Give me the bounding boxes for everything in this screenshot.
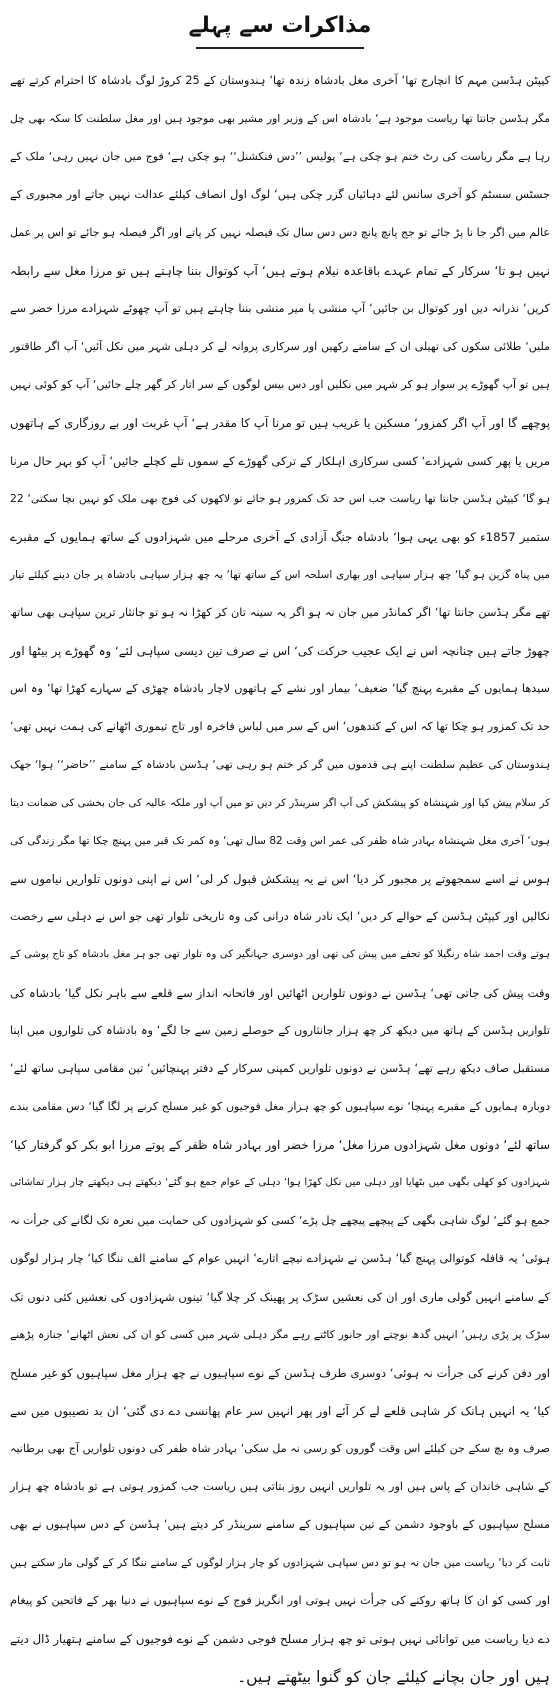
article-line: کریں‘ نذرانہ دیں اور کوتوال بن جائیں‘ آپ منشی یا میر منشی بننا چاہتے ہیں تو آپ چھوٹے شہزادے مرزا خضر سے: [10, 302, 550, 315]
article-line: مگر ہڈسن جانتا تھا ریاست موجود ہے‘ بادشاہ اس کے وزیر اور مشیر بھی موجود ہیں اور مغل سلطنت کا سکہ بھی چل: [10, 112, 550, 125]
article-line: ستمبر 1857ء کو بھی یہی ہوا‘ بادشاہ جنگ آزادی کے آخری مرحلے میں شہزادوں کے ساتھ ہمایوں کے مقبرے: [10, 530, 551, 544]
article-line: کر سلام پیش کیا اور شہنشاہ کو پیشکش کی آپ اگر سرینڈر کر دیں تو میں آپ اور ملکہ عالیہ کی جان بخشی کی ضمانت دیتا: [10, 797, 550, 809]
article-line: عالم میں اگر جا نا پڑ جائے تو جج پانچ پانچ دس دس سال تک فیصلہ نہیں کر پاتے اور اگر فیصلہ ہو جائے تو اس پر عمل: [10, 226, 550, 239]
article-body: [10, 62, 550, 1696]
article-line: ثابت کر دیا‘ ریاست میں جان نہ ہو تو دس سپاہی شہزادوں کو چار ہزار لوگوں کے سامنے ننگا کر کے گولی مار سکتے ہیں: [10, 1557, 550, 1569]
headline-underline: [196, 47, 364, 49]
article-line: کے شاہی خاندان کے پاس ہیں اور یہ تلواریں انہیں روز بتاتی ہیں ریاست جب کمزور ہوتی ہے تو بادشاہ چھ ہزار: [10, 1480, 550, 1493]
article-line: نکالیں اور کیپٹن ہڈسن کے حوالے کر دیں‘ ایک نادر شاہ درانی کی وہ تاریخی تلوار تھی جو اس نے دہلی سے رخصت: [10, 910, 550, 923]
article-line: کیپٹن ہڈسن مہم کا انچارج تھا‘ آخری مغل بادشاہ زندہ تھا‘ ہندوستان کے 25 کروڑ لوگ بادشاہ کا احترام کرتے تھے: [10, 74, 550, 87]
article-line: ہیں اور جان بچانے کیلئے جان کو گنوا بیٹھتے ہیں۔: [237, 1668, 550, 1686]
article-line: پوچھے گا اور آپ اگر کمزور‘ مسکین یا غریب ہیں تو مرنا آپ کا مقدر ہے‘ آپ غربت اور بے روزگاری کے ہاتھوں: [10, 416, 550, 430]
article-line: نہیں ہو تا‘ سرکار کے تمام عہدے باقاعدہ نیلام ہوتے ہیں‘ آپ کوتوال بننا چاہتے ہیں تو مرزا مغل سے رابطہ: [10, 264, 550, 278]
article-line: مسلح سپاہیوں کے باوجود دشمن کے تین سپاہیوں کے سامنے سرینڈر کر دیتے ہیں‘ ہڈسن کے دس سپاہیوں نے بھی: [10, 1518, 550, 1531]
article-line: ساتھ لئے‘ دونوں مغل شہزادوں مرزا مغل‘ مرزا خضر اور بہادر شاہ ظفر کے پوتے مرزا ابو بکر کو گرفتار کیا‘: [10, 1138, 550, 1152]
article-line: دے دیا ریاست میں توانائی نہیں ہوتی تو چھ ہزار مسلح فوجی دشمن کے نوے فوجیوں کے سامنے ہتھیار ڈال دیتے: [9, 1632, 550, 1646]
article-line: ہوئی‘ یہ قافلہ کوتوالی پہنچ گیا‘ ہڈسن نے شہزادے نیچے اتارے‘ انہیں عوام کے سامنے الف ننگا کیا‘ چار ہزار لوگوں: [10, 1252, 550, 1265]
article-line: وقت پیش کی جاتی تھی‘ ہڈسن نے دونوں تلواریں اٹھائیں اور فاتحانہ انداز سے قلعے سے باہر نکل گیا‘ بادشاہ کی: [10, 986, 550, 1000]
article-line: اور دفن کرنے کی جرأت نہ ہوئی‘ دوسری طرف ہڈسن کے نوے سپاہیوں نے چھ ہزار مغل سپاہیوں کو غیر مسلح: [10, 1366, 550, 1380]
article-line: شہزادوں کو کھلی بگھی میں بٹھایا اور دہلی میں نکل کھڑا ہوا‘ دہلی کے عوام جمع ہو گئے‘ دیکھتے ہی دیکھتے چار ہزار تماشائی: [10, 1177, 550, 1188]
article-line: اور کسی کو ان کا ہاتھ روکنے کی جرأت نہیں ہوتی اور انگریز فوج کے نوے سپاہیوں نے دنیا بھر کے فاتحین کو پیغام: [10, 1594, 550, 1607]
article-line: حد تک کمزور ہو چکا تھا کہ اس کے کندھوں‘ اس کے سر میں لباس فاخرہ اور تاج تیموری اٹھانے کی ہمت نہیں تھی‘: [10, 720, 550, 733]
article-headline: مذاکرات سے پہلے: [188, 13, 372, 38]
article-line: سڑک پر پڑی رہیں‘ انہیں گدھ نوچتے اور جانور کاٹتے رہے مگر دہلی شہر میں کسی کو ان کی نعش اٹھانے‘ جنازہ پڑھنے: [10, 1328, 550, 1341]
article-line: کیا‘ یہ انہیں ہانک کر شاہی قلعے لے کر آئے اور پھر انہیں سر عام پھانسی دے دی گئی‘ ان بد نصیبوں میں سے: [10, 1404, 550, 1418]
article-line: جسٹس سسٹم کو آخری سانس لئے دہائیاں گزر چکی ہیں‘ لوگ اول انصاف کیلئے عدالت نہیں جاتے اور مجبوری کے: [10, 188, 550, 201]
article-line: تھے مگر ہڈسن جانتا تھا‘ اگر کمانڈر میں جان نہ ہو اگر یہ سینہ تان کر کھڑا نہ ہو تو جانثار ترین سپاہی بھی ساتھ: [10, 606, 550, 619]
article-line: سیدھا ہمایوں کے مقبرے پہنچ گیا‘ ضعیف‘ بیمار اور نشے کے ہاتھوں لاچار بادشاہ چھڑی کے سہارے کھڑا تھا‘ وہ اس: [10, 682, 550, 695]
article-line: ملیں‘ طلائی سکوں کی تھیلی ان کے سامنے رکھیں اور سرکاری پروانہ لے کر دہلی شہر میں نکل آئیں‘ آپ اگر طاقتور: [10, 340, 550, 353]
article-line: جمع ہو گئے‘ لوگ شاہی بگھی کے پیچھے پیچھے چل پڑے‘ کسی کو شہزادوں کی حمایت میں نعرہ تک لگانے کی جرأت نہ: [10, 1214, 550, 1227]
article-line: دوبارہ ہمایوں کے مقبرے پہنچا‘ نوے سپاہیوں کو چھ ہزار مغل فوجیوں کو غیر مسلح کرنے پر لگا گیا‘ دس مقامی بندے: [10, 1100, 551, 1113]
article-line: کے سامنے انہیں گولی ماری اور ان کی نعشیں سڑک پر پھینک کر چلا گیا‘ تینوں شہزادوں کی نعشیں کئی دنوں تک: [10, 1290, 550, 1304]
article-line: ہیں تو آپ گھوڑے پر سوار ہو کر شہر میں نکلیں اور دس بیس لوگوں کے سر اتار کر گھر چلے جائیں‘ آپ کو کوئی نہیں: [10, 378, 550, 391]
article-line: صرف وہ بچ سکے جن کیلئے اس وقت گوروں کو رسی نہ مل سکی‘ بہادر شاہ ظفر کی دونوں تلواریں آج بھی برطانیہ: [10, 1442, 550, 1455]
article-line: ہوں‘ آخری مغل شہنشاہ بہادر شاہ ظفر کی عمر اس وقت 82 سال تھی‘ وہ کمر تک قبر میں پہنچ چکا تھا مگر زندگی کی: [10, 835, 550, 847]
article-line: میں پناہ گزین ہو گیا‘ چھ ہزار سپاہی اور بھاری اسلحہ اس کے ساتھ تھا‘ یہ چھ ہزار سپاہی بادشاہ پر جان دینے کیلئے تیار: [10, 569, 550, 581]
article-line: ہوتے وقت احمد شاہ رنگیلا کو تحفے میں پیش کی تھی اور دوسری جہانگیر کی وہ تلوار تھی جو ہر مغل بادشاہ کو تاج پوشی کے: [10, 949, 550, 960]
article-line: ہندوستان کی عظیم سلطنت اپنے ہی قدموں میں گر کر ختم ہو رہی تھی‘ ہڈسن بادشاہ کے سامنے ’’حاضر‘‘ ہوا‘ جھک: [10, 758, 550, 771]
article-line: رہا ہے مگر ریاست کی رٹ ختم ہو چکی ہے‘ پولیس ’’دس فنکشنل‘‘ ہو چکی ہے‘ فوج میں جان نہیں رہی‘ ملک کے: [10, 150, 550, 163]
article-line: مستقبل صاف دیکھ رہے تھے‘ ہڈسن نے دونوں تلواریں کمپنی سرکار کے دفتر پہنچائیں‘ تین مقامی سپاہی ساتھ لئے‘: [10, 1062, 550, 1075]
article-line: مریں یا پھر کسی شہزادے‘ کسی سرکاری اہلکار کے ترکی گھوڑے کے سموں تلے کچلے جائیں‘ آپ کو بہر حال مرنا: [10, 454, 550, 468]
article-line: ہوس نے اسے سمجھوتے پر مجبور کر دیا‘ اس نے یہ پیشکش قبول کر لی‘ اس نے اپنی دونوں تلواریں نیاموں سے: [10, 872, 550, 886]
article-line: چھوڑ جاتے ہیں چنانچہ اس نے ایک عجیب حرکت کی‘ اس نے صرف تین دیسی سپاہی لئے‘ وہ گھوڑے پر بیٹھا اور: [10, 644, 550, 658]
article-line: تلواریں ہڈسن کے ہاتھ میں دیکھ کر چھ ہزار جانثاروں کے حوصلے زمین سے جا لگے‘ وہ بادشاہ کی تلواروں میں اپنا: [10, 1024, 550, 1037]
article-line: ہو گا‘ کیپٹن ہڈسن جانتا تھا ریاست جب اس حد تک کمزور ہو جائے تو لاکھوں کی فوج بھی ملک کو نہیں بچا سکتی‘ 22: [10, 492, 550, 505]
